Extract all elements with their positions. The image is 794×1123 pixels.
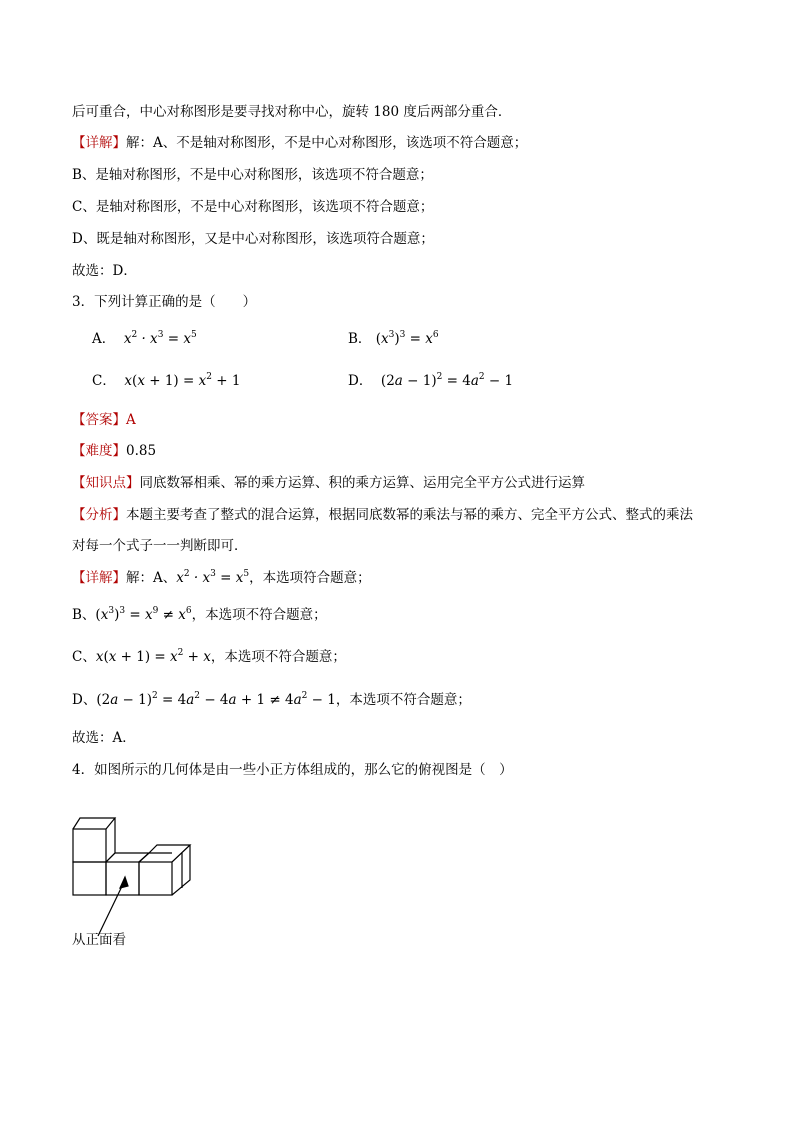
option-d-label: D． — [348, 373, 373, 389]
detail-b-formula: $(x^3)^3 = x^9 \ne x^6$ — [95, 606, 192, 623]
option-a-label: A． — [92, 331, 116, 347]
detail-c-prefix: C、 — [72, 649, 96, 665]
option-b-label: B． — [348, 331, 372, 347]
prev-detail-line — [72, 134, 527, 152]
knowledge-label: 【知识点】 — [72, 475, 140, 491]
option-b-formula: $(x^3)^3 = x^6$ — [375, 330, 439, 347]
knowledge-text: 同底数幂相乘、幂的乘方运算、积的乘方运算、运用完全平方公式进行运算 — [139, 475, 585, 491]
q3-detail-c — [72, 648, 346, 666]
q3-option-d — [348, 372, 513, 390]
q3-option-b — [348, 330, 439, 348]
detail-b-suffix: ，本选项不符合题意； — [191, 607, 327, 623]
detail-d-suffix: ，本选项不符合题意； — [335, 692, 471, 708]
q3-option-a — [92, 330, 197, 348]
q3-choice: 故选：A． — [72, 730, 136, 746]
q3-detail-a — [72, 569, 371, 587]
q4-stem: 4．如图所示的几何体是由一些小正方体组成的，那么它的俯视图是（ ） — [72, 762, 513, 778]
q3-detail-b — [72, 606, 327, 624]
option-c-label: C． — [92, 373, 116, 389]
prev-detail-a: 解：A、不是轴对称图形，不是中心对称图形，该选项不符合题意； — [126, 135, 528, 151]
detail-a-formula: $x^2 \cdot x^3 = x^5$ — [176, 569, 250, 586]
cube-front-bottom-right — [139, 862, 172, 895]
detail-b-prefix: B、 — [72, 607, 96, 623]
difficulty-label: 【难度】 — [72, 443, 126, 459]
answer-value: A — [126, 412, 136, 428]
cube-front-bottom-left — [73, 862, 106, 895]
prev-text-line: 后可重合，中心对称图形是要寻找对称中心，旋转 180 度后两部分重合． — [72, 104, 512, 120]
option-c-formula: $x(x + 1) = x^2 + 1$ — [120, 372, 241, 389]
detail-c-suffix: ，本选项不符合题意； — [210, 649, 346, 665]
prev-detail-d: D、既是轴对称图形，又是中心对称图形，该选项符合题意； — [72, 231, 434, 247]
detail-label: 【详解】 — [72, 570, 126, 586]
detail-c-formula: $x(x + 1) = x^2 + x$ — [95, 648, 211, 665]
cube-front-bottom-middle — [106, 862, 139, 895]
q3-analysis-cont: 对每一个式子一一判断即可． — [72, 538, 248, 554]
q3-analysis — [72, 506, 693, 524]
q3-answer — [72, 411, 136, 429]
option-d-formula: $(2a - 1)^2 = 4a^2 - 1$ — [380, 372, 514, 389]
option-a-formula: $x^2 \cdot x^3 = x^5$ — [119, 330, 197, 347]
answer-label: 【答案】 — [72, 412, 126, 428]
q3-knowledge — [72, 474, 585, 492]
cube-front-top-left — [73, 829, 106, 862]
detail-a-prefix: 解：A、 — [126, 570, 177, 586]
detail-a-suffix: ，本选项符合题意； — [249, 570, 371, 586]
q3-option-c — [92, 372, 240, 390]
difficulty-value: 0.85 — [126, 443, 157, 459]
detail-d-formula: $(2a - 1)^2 = 4a^2 - 4a + 1 \ne 4a^2 - 1$ — [96, 691, 336, 708]
detail-d-prefix: D、 — [72, 692, 97, 708]
prev-detail-b: B、是轴对称图形，不是中心对称图形，该选项不符合题意； — [72, 167, 433, 183]
q3-detail-d — [72, 691, 471, 709]
detail-label: 【详解】 — [72, 135, 126, 151]
figure-caption: 从正面看 — [72, 932, 126, 948]
prev-choice: 故选：D． — [72, 263, 137, 279]
q3-stem: 3．下列计算正确的是（ ） — [72, 294, 257, 310]
prev-detail-c: C、是轴对称图形，不是中心对称图形，该选项不符合题意； — [72, 199, 434, 215]
analysis-label: 【分析】 — [72, 507, 126, 523]
q3-difficulty — [72, 442, 156, 460]
analysis-text-1: 本题主要考查了整式的混合运算，根据同底数幂的乘法与幂的乘方、完全平方公式、整式的乘法 — [126, 507, 693, 523]
